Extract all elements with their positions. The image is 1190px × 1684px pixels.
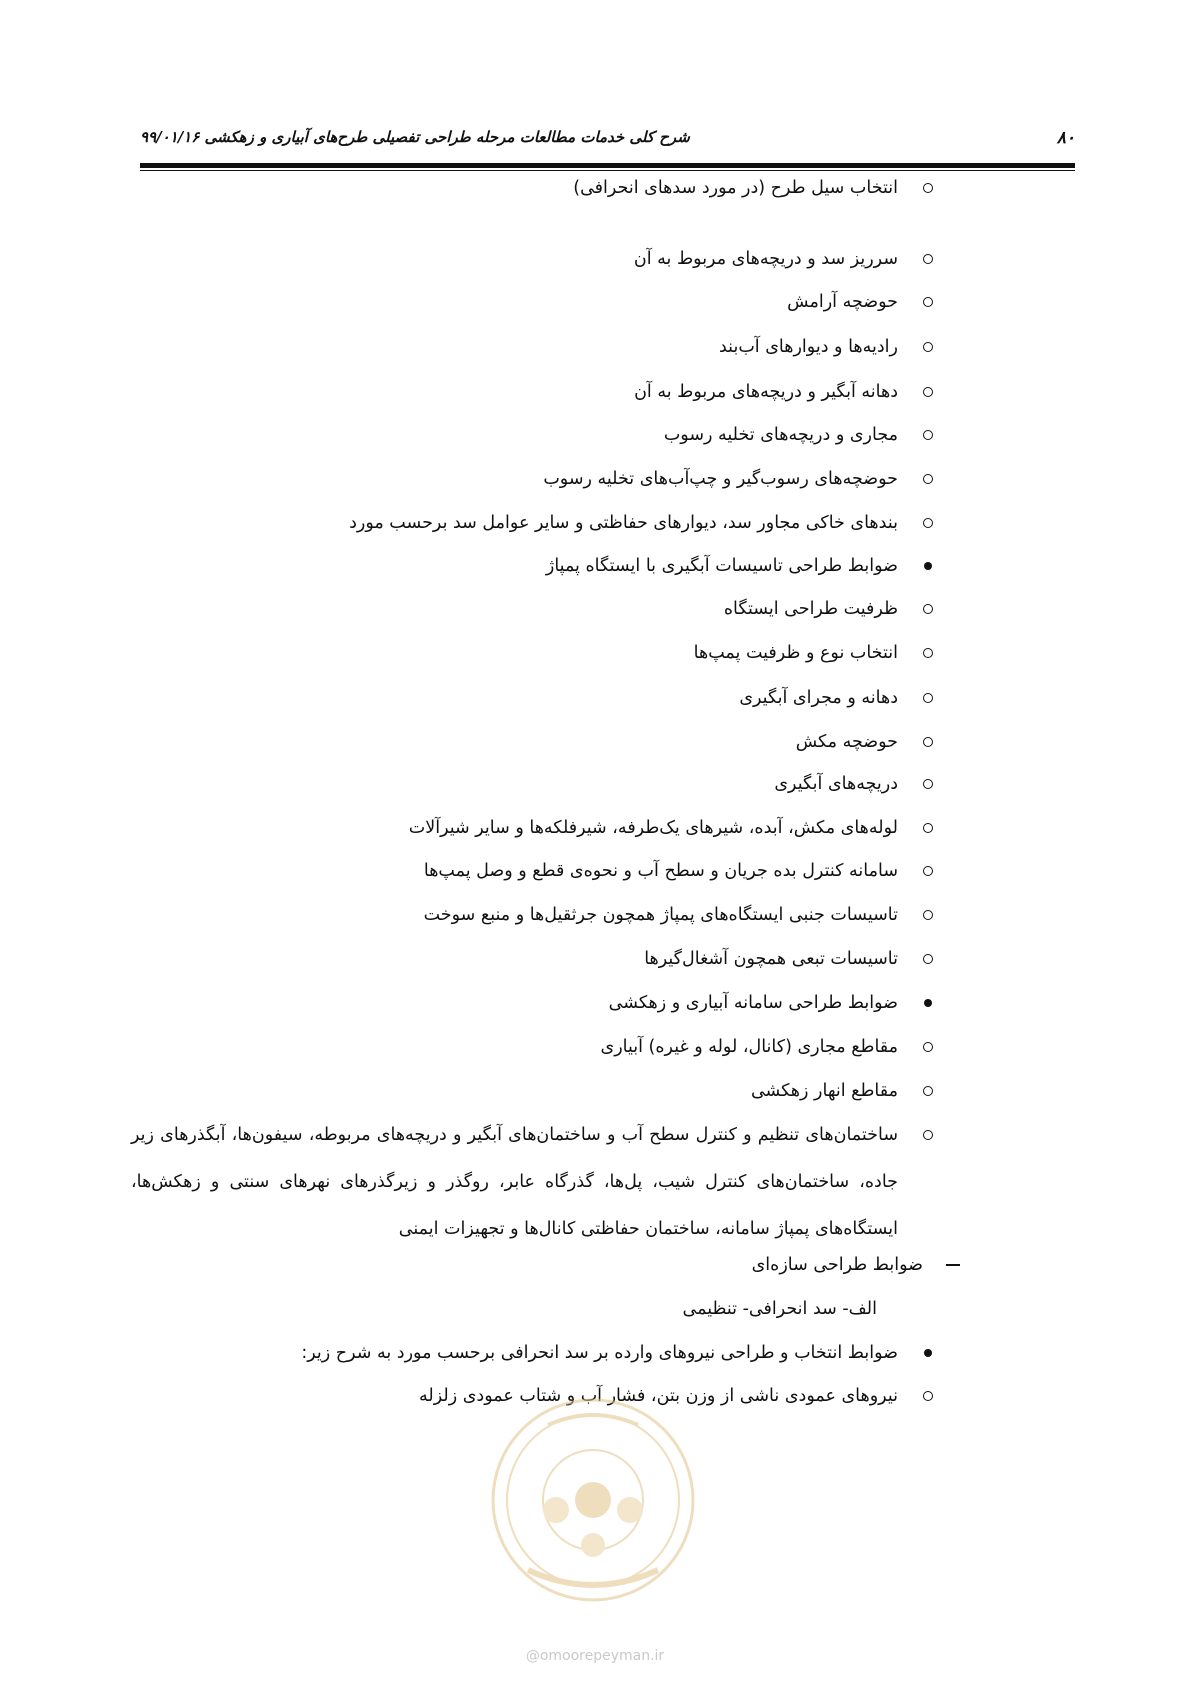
list-item-circle: [409, 815, 898, 841]
hollow-circle-bullet-icon: [918, 1034, 938, 1060]
section-heading-text: ضوابط طراحی سازه‌ای: [751, 1255, 923, 1275]
list-item-text: ضوابط طراحی سامانه آبیاری و زهکشی: [608, 993, 898, 1013]
hollow-circle-bullet-icon: [918, 1383, 938, 1409]
list-item-circle: [349, 510, 898, 536]
hollow-circle-bullet-icon: [918, 246, 938, 272]
hollow-circle-bullet-icon: [918, 685, 938, 711]
hollow-circle-bullet-icon: [918, 1122, 938, 1148]
list-item-circle: [787, 289, 898, 315]
list-item-circle: [424, 858, 898, 884]
hollow-circle-bullet-icon: [918, 1078, 938, 1104]
hollow-circle-bullet-icon: [918, 640, 938, 666]
list-item-circle: [573, 175, 898, 201]
list-item-circle: [774, 771, 898, 797]
hollow-circle-bullet-icon: [918, 466, 938, 492]
header-rule-thick: [140, 163, 1075, 168]
list-item-circle: [719, 334, 898, 360]
list-item-circle: [644, 946, 898, 972]
hollow-circle-bullet-icon: [918, 422, 938, 448]
filled-bullet-icon: [918, 1340, 938, 1366]
list-item-text: رادیه‌ها و دیوارهای آب‌بند: [718, 337, 898, 357]
watermark-url: @omoorepeyman.ir: [525, 1648, 665, 1664]
paragraph-item: ساختمان‌های تنظیم و کنترل سطح آب و ساختمان‌های آبگیر و دریچه‌های مربوطه، سیفون‌ها، آبگذرهای زیر جاده، ساختمان‌های کنترل شیب، پل‌ها، گذرگاه عابر، روگذر و زیرگذرهای نهرهای سنتی و زهکش‌ها، ایستگاه‌های پمپاژ سامانه، ساختمان حفاظتی کانال‌ها و تجهیزات ایمنی: [131, 1125, 898, 1239]
list-item-text: انتخاب سیل طرح (در مورد سدهای انحرافی): [573, 178, 898, 198]
hollow-circle-bullet-icon: [918, 902, 938, 928]
filled-bullet-icon: [918, 553, 938, 579]
hollow-circle-bullet-icon: [918, 815, 938, 841]
list-item-dot: [301, 1340, 898, 1366]
watermark-seal-logo: [488, 1395, 698, 1605]
section-heading: [752, 1252, 923, 1278]
header-rule-thin: [140, 170, 1075, 171]
list-item-text: ظرفیت طراحی ایستگاه: [723, 599, 898, 619]
list-item-text: دریچه‌های آبگیری: [774, 774, 898, 794]
list-item-text: سرریز سد و دریچه‌های مربوط به آن: [633, 249, 898, 269]
list-item-text: بندهای خاکی مجاور سد، دیوارهای حفاظتی و سایر عوامل سد برحسب مورد: [349, 513, 898, 533]
list-item-text: ضوابط طراحی تاسیسات آبگیری با ایستگاه پمپاژ: [545, 556, 898, 576]
list-item-circle: [739, 685, 898, 711]
list-item-dot: [546, 553, 898, 579]
list-item-text: دهانه آبگیر و دریچه‌های مربوط به آن: [634, 382, 898, 402]
hollow-circle-bullet-icon: [918, 289, 938, 315]
subsection-heading: الف- سد انحرافی- تنظیمی: [682, 1299, 877, 1319]
list-item-circle: [424, 902, 898, 928]
list-item-circle: [634, 246, 898, 272]
list-item-text: حوضچه مکش: [795, 732, 898, 752]
list-item-circle: [796, 729, 898, 755]
hollow-circle-bullet-icon: [918, 510, 938, 536]
list-item-text: مقاطع مجاری (کانال، لوله و غیره) آبیاری: [600, 1037, 898, 1057]
page-number: ۸۰: [1056, 128, 1075, 148]
hollow-circle-bullet-icon: [918, 729, 938, 755]
list-item-text: لوله‌های مکش، آبده، شیرهای یک‌طرفه، شیرفلکه‌ها و سایر شیرآلات: [408, 818, 898, 838]
list-item-text: دهانه و مجرای آبگیری: [739, 688, 898, 708]
hollow-circle-bullet-icon: [918, 771, 938, 797]
list-item-text: نیروهای عمودی ناشی از وزن بتن، فشار آب و شتاب عمودی زلزله: [419, 1386, 898, 1406]
list-item-text: حوضچه‌های رسوب‌گیر و چپ‌آب‌های تخلیه رسوب: [543, 469, 898, 489]
list-item-dot: [609, 990, 898, 1016]
list-item-text: مجاری و دریچه‌های تخلیه رسوب: [663, 425, 898, 445]
list-item-text: مقاطع انهار زهکشی: [750, 1081, 898, 1101]
list-item-text: سامانه کنترل بده جریان و سطح آب و نحوه‌ی قطع و وصل پمپ‌ها: [423, 861, 898, 881]
hollow-circle-bullet-icon: [918, 334, 938, 360]
list-item-circle: [751, 1078, 898, 1104]
list-item-circle: [694, 640, 898, 666]
hollow-circle-bullet-icon: [918, 379, 938, 405]
list-item-text: تاسیسات جنبی ایستگاه‌های پمپاژ همچون جرثقیل‌ها و منبع سوخت: [423, 905, 898, 925]
header-title: شرح کلی خدمات مطالعات مرحله طراحی تفصیلی طرح‌های آبیاری و زهکشی ۹۹/۰۱/۱۶: [140, 128, 690, 146]
hollow-circle-bullet-icon: [918, 858, 938, 884]
dash-bullet-icon: [943, 1252, 963, 1278]
filled-bullet-icon: [918, 990, 938, 1016]
hollow-circle-bullet-icon: [918, 175, 938, 201]
list-item-circle: [664, 422, 898, 448]
list-item-text: حوضچه آرامش: [787, 292, 898, 312]
list-item-circle: [634, 379, 898, 405]
list-item-text: انتخاب نوع و ظرفیت پمپ‌ها: [693, 643, 898, 663]
list-item-circle: [724, 596, 898, 622]
hollow-circle-bullet-icon: [918, 946, 938, 972]
list-item-text: تاسیسات تبعی همچون آشغال‌گیرها: [644, 949, 898, 969]
list-item-circle: [543, 466, 898, 492]
page-header: [140, 128, 1075, 158]
hollow-circle-bullet-icon: [918, 596, 938, 622]
list-item-circle: [601, 1034, 899, 1060]
list-item-text: ضوابط انتخاب و طراحی نیروهای وارده بر سد انحرافی برحسب مورد به شرح زیر:: [301, 1343, 898, 1363]
